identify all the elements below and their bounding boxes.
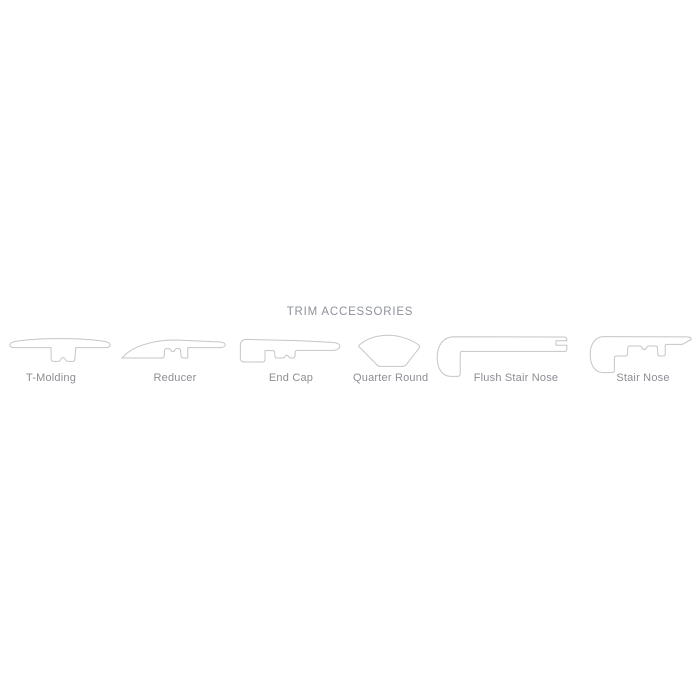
trim-accessory-item-quarter-round (353, 334, 429, 384)
trim-accessory-label: Reducer (153, 372, 197, 384)
trim-accessory-item-end-cap (238, 334, 344, 384)
trim-accessory-item-t-molding (5, 334, 115, 384)
trim-accessory-label: T-Molding (25, 372, 77, 384)
trim-accessory-item-flush-stair-nose (435, 334, 571, 384)
trim-accessory-label: Quarter Round (353, 372, 429, 384)
trim-accessories-heading: TRIM ACCESSORIES (286, 306, 414, 318)
trim-accessory-label: Stair Nose (616, 372, 670, 384)
trim-accessory-item-reducer (120, 334, 230, 384)
trim-accessory-label: Flush Stair Nose (473, 372, 559, 384)
trim-accessory-item-stair-nose (588, 334, 698, 384)
trim-accessory-label: End Cap (268, 372, 314, 384)
